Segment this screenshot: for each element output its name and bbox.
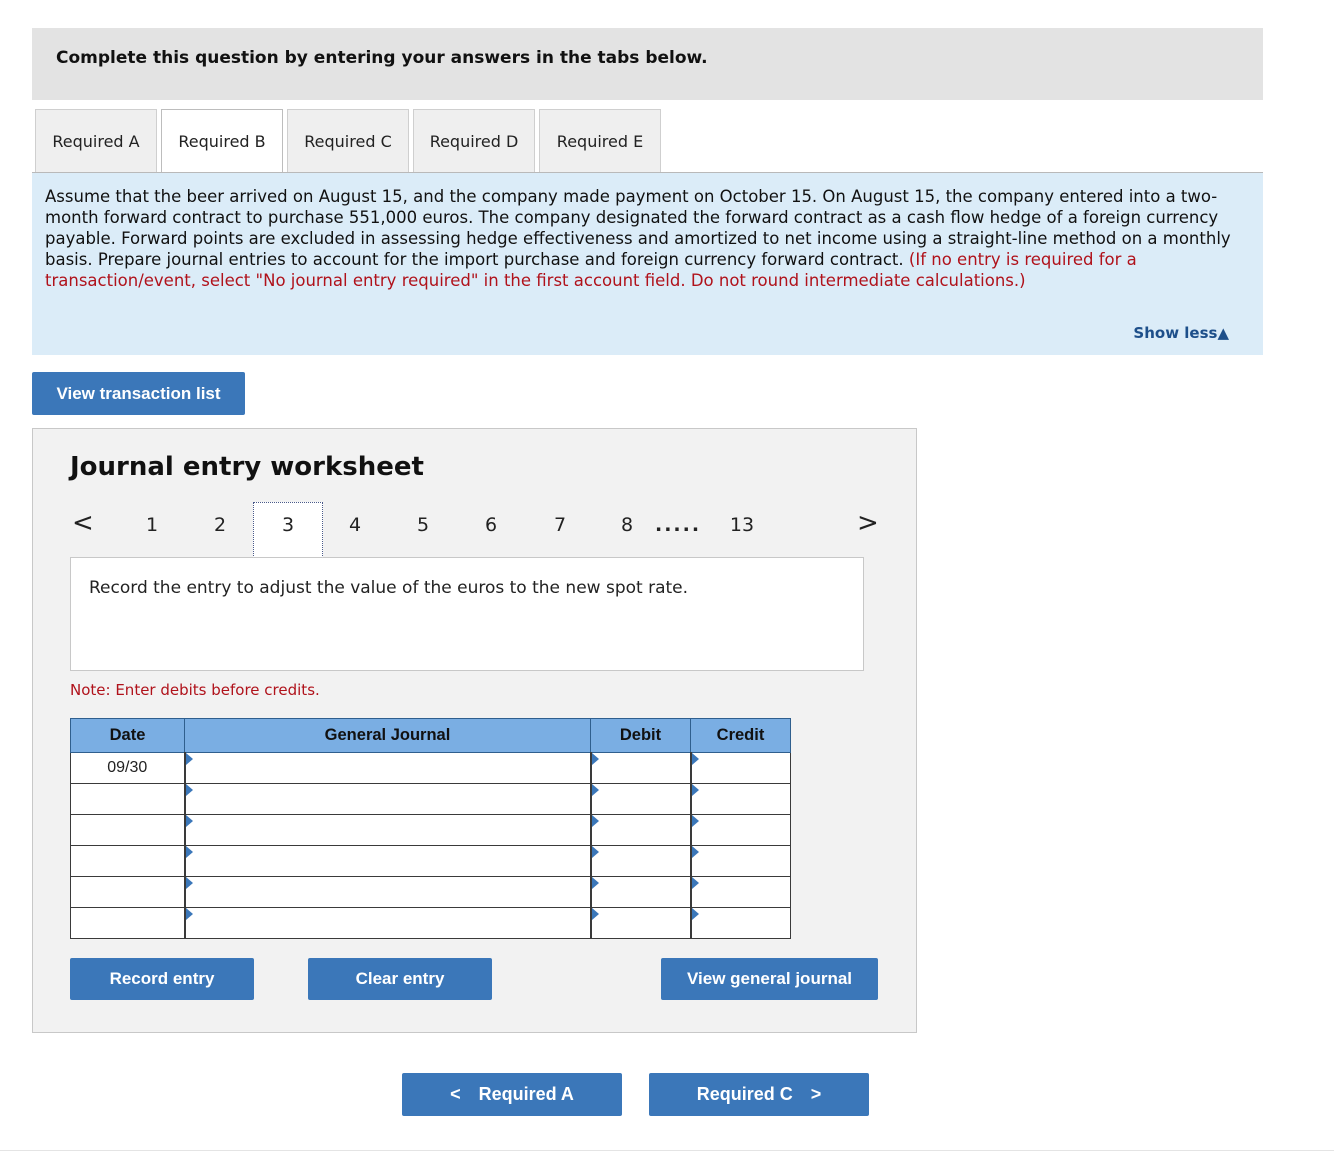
instructions-note: (If no entry is required for a transaction/event, select "No journal entry required" in the first account field. Do not round intermediate calculations.) (45, 250, 1137, 290)
debit-input[interactable] (591, 908, 691, 939)
credit-input[interactable] (691, 877, 791, 908)
page-5[interactable]: 5 (416, 514, 430, 536)
account-input[interactable] (185, 846, 591, 877)
chevron-right-icon: > (810, 1084, 822, 1104)
button-label: View transaction list (56, 383, 221, 403)
debits-note: Note: Enter debits before credits. (70, 681, 320, 699)
credit-input[interactable] (691, 784, 791, 815)
view-general-journal-button[interactable] (661, 958, 878, 1000)
account-input[interactable] (185, 753, 591, 784)
button-label: View general journal (686, 969, 853, 988)
view-transaction-list-button[interactable] (32, 372, 245, 415)
footer-divider (0, 1150, 1334, 1151)
table-row (71, 784, 791, 815)
tab-required-a[interactable] (35, 109, 157, 172)
show-less-link[interactable] (1133, 324, 1229, 342)
date-cell (71, 815, 185, 846)
show-less-label: Show less (1133, 324, 1218, 342)
date-cell (71, 877, 185, 908)
date-cell (71, 846, 185, 877)
credit-input[interactable] (691, 753, 791, 784)
page-4[interactable]: 4 (348, 514, 362, 536)
instructions-panel (32, 173, 1263, 355)
tab-required-c[interactable] (287, 109, 409, 172)
journal-table (70, 718, 791, 939)
tab-required-b[interactable] (161, 109, 283, 173)
instructions-text (45, 186, 1245, 291)
credit-input[interactable] (691, 908, 791, 939)
debit-input[interactable] (591, 815, 691, 846)
account-input[interactable] (185, 815, 591, 846)
page-3-active[interactable]: 3 (253, 502, 323, 558)
debit-input[interactable] (591, 846, 691, 877)
page-6[interactable]: 6 (484, 514, 498, 536)
tab-label: Required A (52, 131, 140, 151)
instructions-body: Assume that the beer arrived on August 15, and the company made payment on October 15. On August 15, the company entered into a two-month forward contract to purchase 551,000 euros. The company designated the forward contract as a cash flow hedge of a foreign currency payable. Forward points are excluded in assessing hedge effectiveness and amortized to net income using a straight-line method on a monthly basis. Prepare journal entries to account for the import purchase and foreign currency forward contract. (45, 187, 1231, 269)
pager-ellipsis: ..... (655, 514, 702, 536)
prev-required-a-button[interactable] (402, 1073, 622, 1116)
chevron-right-icon[interactable]: > (857, 508, 879, 538)
page-2[interactable]: 2 (213, 514, 227, 536)
tab-required-e[interactable] (539, 109, 661, 172)
credit-input[interactable] (691, 815, 791, 846)
date-cell (71, 784, 185, 815)
chevron-left-icon: < (450, 1084, 461, 1104)
page-7[interactable]: 7 (553, 514, 567, 536)
account-input[interactable] (185, 784, 591, 815)
page-1[interactable]: 1 (145, 514, 159, 536)
account-input[interactable] (185, 908, 591, 939)
button-label: Clear entry (355, 969, 445, 988)
table-row (71, 908, 791, 939)
record-entry-button[interactable] (70, 958, 254, 1000)
button-label: Required A (478, 1084, 574, 1104)
button-label: Record entry (109, 969, 215, 988)
table-row (71, 815, 791, 846)
account-input[interactable] (185, 877, 591, 908)
debit-input[interactable] (591, 877, 691, 908)
next-required-c-button[interactable] (649, 1073, 869, 1116)
debit-input[interactable] (591, 784, 691, 815)
tab-required-d[interactable] (413, 109, 535, 172)
header-date: Date (71, 719, 185, 753)
chevron-left-icon[interactable]: < (72, 508, 94, 538)
tab-label: Required B (178, 132, 266, 151)
credit-input[interactable] (691, 846, 791, 877)
worksheet-title: Journal entry worksheet (70, 452, 424, 482)
clear-entry-button[interactable] (308, 958, 492, 1000)
table-header-row (71, 719, 791, 753)
table-row (71, 877, 791, 908)
header-debit: Debit (591, 719, 691, 753)
tab-label: Required D (429, 131, 519, 151)
debit-input[interactable] (591, 753, 691, 784)
header-text: Complete this question by entering your answers in the tabs below. (56, 48, 708, 68)
tab-label: Required C (304, 131, 392, 151)
entry-description-box (70, 557, 864, 671)
table-row (71, 846, 791, 877)
header-credit: Credit (691, 719, 791, 753)
button-label: Required C (696, 1084, 793, 1104)
date-cell (71, 908, 185, 939)
header-general-journal: General Journal (185, 719, 591, 753)
date-cell: 09/30 (71, 753, 185, 784)
tab-label: Required E (556, 131, 644, 151)
question-header (32, 28, 1263, 100)
page-13[interactable]: 13 (729, 514, 755, 536)
table-row (71, 753, 791, 784)
page-8[interactable]: 8 (620, 514, 634, 536)
entry-description: Record the entry to adjust the value of the euros to the new spot rate. (89, 578, 689, 598)
caret-up-icon: ▲ (1217, 324, 1229, 342)
